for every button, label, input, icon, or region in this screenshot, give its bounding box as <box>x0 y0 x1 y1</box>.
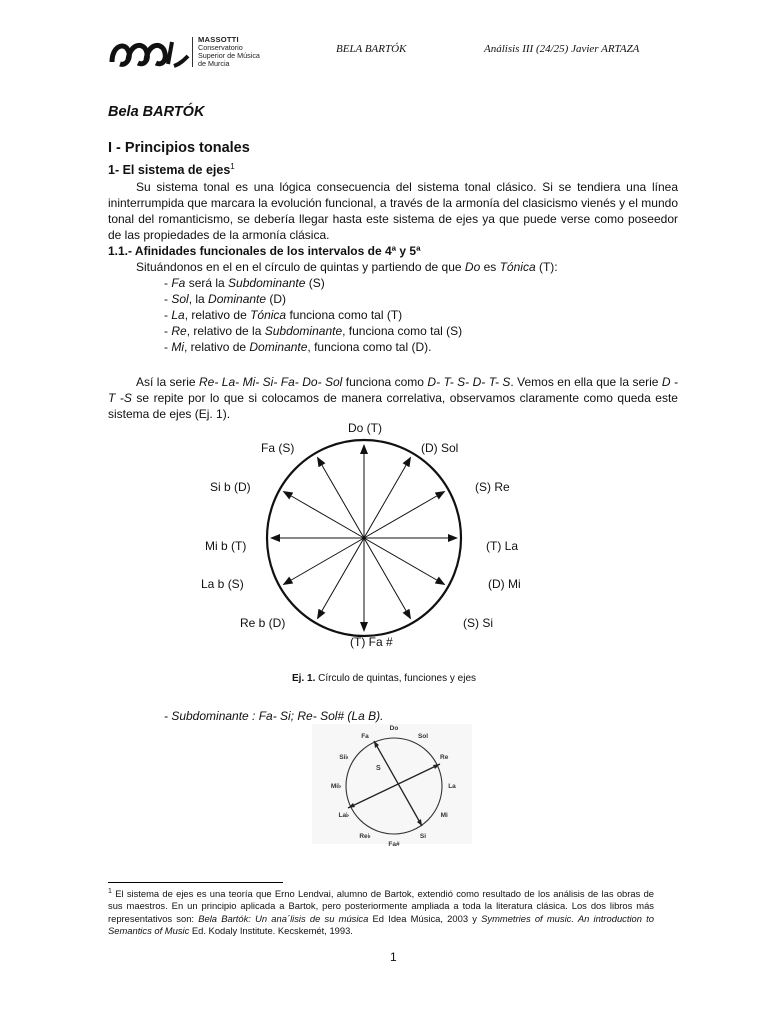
footnote: $^1$ El sistema de ejes es una teoría que Erno Lendvai, alumno de Bartok, extendió como resultado de los análisis de las obras de sus maestros. En un principio aplicada a Bartok, pero posteriormente ampliada a toda la literatura clásica. Los dos libros más representativos son: Bela Bartók: Un ana´lisis de su música Ed Idea Música, 2003 y Symmetries of music. An introduction to Semantics of Music Ed. Kodaly Institute. Kecskemét, 1993. <box>108 888 654 936</box>
function-arrow <box>364 458 411 539</box>
function-arrow <box>364 538 411 619</box>
list-item: - Mi, relativo de Dominante, funciona como tal (D). <box>164 340 432 354</box>
list-item: - Sol, la Dominante (D) <box>164 292 287 306</box>
header-course: Análisis III (24/25) Javier ARTAZA <box>484 43 640 55</box>
small-note-label: Sol <box>417 732 429 740</box>
figure-caption: Ej. 1. Círculo de quintas, funciones y ejes <box>292 673 477 684</box>
subsection-title: 1- El sistema de ejes$^1$ <box>108 162 235 178</box>
small-note-label: La <box>448 783 456 790</box>
header-title: BELA BARTÓK <box>336 43 407 55</box>
page-number: 1 <box>390 950 397 964</box>
small-note-label: Fa <box>361 732 369 740</box>
label-mi-flat: Mi b (T) <box>205 539 247 553</box>
label-re-flat: Re b (D) <box>240 616 286 630</box>
function-arrow <box>284 538 365 585</box>
small-note-label: Do <box>389 725 399 732</box>
label-fa-sharp: (T) Fa # <box>350 635 393 649</box>
logo-text: MASSOTTI Conservatorio Superior de Música de Murcia <box>198 35 260 68</box>
label-si: (S) Si <box>463 616 493 630</box>
small-note-label: Re <box>440 754 449 761</box>
label-sol: (D) Sol <box>421 441 459 455</box>
label-do: Do (T) <box>348 421 382 435</box>
small-note-label: Mi <box>440 812 448 819</box>
footnote-separator <box>108 882 283 883</box>
series-paragraph: Así la serie Re- La- Mi- Si- Fa- Do- Sol funciona como D- T- S- D- T- S. Vemos en ella que la serie D -T -S se repite por lo que si colocamos de manera correlativa, observamos claramente como queda este sistema de ejes (Ej. 1). <box>108 375 679 421</box>
small-note-label: Fa# <box>388 841 400 848</box>
small-note-label: La♭ <box>338 812 350 819</box>
small-note-label: Mi♭ <box>330 783 342 790</box>
function-arrow <box>318 458 365 539</box>
section-title: I - Principios tonales <box>108 140 250 156</box>
function-arrow <box>284 492 365 539</box>
small-center-label: S <box>376 765 381 772</box>
function-arrow <box>364 492 445 539</box>
footnote-ref[interactable]: 1 <box>230 162 235 171</box>
small-note-label: Re♭ <box>359 833 371 841</box>
document-title: Bela BARTÓK <box>108 104 205 120</box>
intro-paragraph: Su sistema tonal es una lógica consecuencia del sistema tonal clásico. Si se tendiera una línea ininterrumpida que marcara la evolución funcional, a través de la armonía del clasicismo vienés y el mundo tonal del romanticismo, se debería llegar hasta este sistema de ejes ya que puede verse como poseedor de las propiedades de la armonía clásica. <box>108 180 678 242</box>
label-mi: (D) Mi <box>488 577 521 591</box>
situation-line: Situándonos en el en el círculo de quintas y partiendo de que Do es Tónica (T): <box>136 260 558 274</box>
function-arrow <box>364 538 445 585</box>
list-item: - Re, relativo de la Subdominante, funciona como tal (S) <box>164 324 463 338</box>
function-arrows <box>271 445 457 631</box>
small-note-label: Si <box>419 833 427 841</box>
subsubsection-title: 1.1.- Afinidades funcionales de los intervalos de 4ª y 5ª <box>108 244 421 258</box>
small-note-label: Si♭ <box>339 754 349 761</box>
list-item: - Fa será la Subdominante (S) <box>164 276 325 290</box>
function-arrow <box>318 538 365 619</box>
label-re: (S) Re <box>475 480 510 494</box>
label-la: (T) La <box>486 539 519 553</box>
label-fa: Fa (S) <box>261 441 295 455</box>
list-item: - La, relativo de Tónica funciona como tal (T) <box>164 308 403 322</box>
label-si-flat: Si b (D) <box>210 480 251 494</box>
subdominant-line: - Subdominante : Fa- Si; Re- Sol# (La B). <box>164 709 384 723</box>
subdominant-axis-diagram <box>312 724 472 848</box>
label-la-flat: La b (S) <box>201 577 244 591</box>
